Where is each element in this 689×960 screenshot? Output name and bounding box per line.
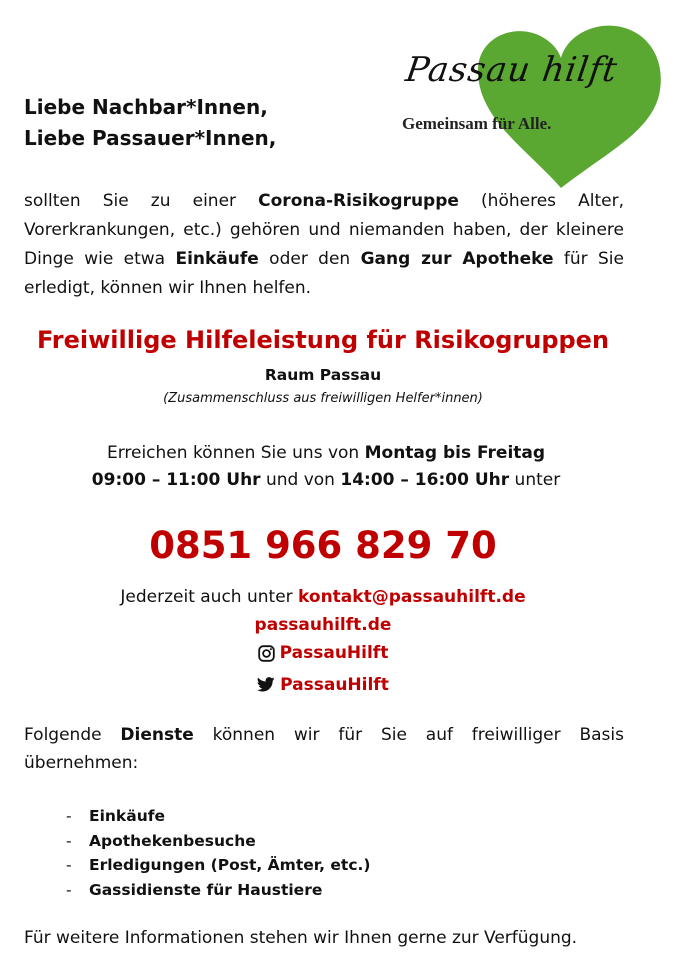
- services-intro: [24, 721, 624, 777]
- office-hours: [0, 440, 652, 494]
- services-text: können wir für Sie auf freiwilliger Basis übernehmen:: [24, 725, 624, 773]
- intro-risk-group: Corona-Risikogruppe: [258, 191, 459, 211]
- list-item: - Gassidienste für Haustiere: [66, 880, 323, 899]
- hours-days: Montag bis Freitag: [364, 443, 546, 463]
- subheading: Raum Passau: [264, 366, 382, 384]
- list-item: - Erledigungen (Post, Ämter, etc.): [66, 856, 371, 874]
- hours-morning: 09:00 – 11:00 Uhr: [91, 470, 261, 490]
- services-list: [66, 804, 370, 902]
- services-text: Folgende: [24, 725, 121, 745]
- twitter-handle: PassauHilft: [280, 674, 389, 695]
- website-link[interactable]: passauhilft.de: [254, 615, 392, 635]
- intro-text: (höheres Alter, Vorerkrankungen, etc.) gehören und niemanden haben, der kleinere Dinge wie etwa: [24, 191, 624, 269]
- heart-icon: [398, 20, 668, 195]
- service-label: Gassidienste für Haustiere: [89, 880, 323, 899]
- email-link[interactable]: kontakt@passauhilft.de: [298, 587, 526, 607]
- service-label: Apothekenbesuche: [89, 831, 256, 850]
- intro-text: sollten Sie zu einer: [24, 191, 259, 211]
- intro-pharmacy: Gang zur Apotheke: [360, 249, 554, 269]
- hours-afternoon: 14:00 – 16:00 Uhr: [340, 470, 510, 490]
- greeting: [24, 92, 276, 154]
- services-keyword: Dienste: [120, 725, 194, 745]
- twitter-icon: [257, 677, 275, 692]
- main-heading: Freiwillige Hilfeleistung für Risikogruppen: [36, 326, 610, 354]
- greeting-line-1: Liebe Nachbar*Innen,: [24, 95, 268, 119]
- instagram-link[interactable]: [258, 639, 389, 667]
- twitter-link[interactable]: [257, 671, 389, 699]
- instagram-handle: PassauHilft: [279, 643, 389, 663]
- intro-shopping: Einkäufe: [175, 249, 259, 269]
- service-label: Einkäufe: [89, 807, 165, 825]
- email-prefix: Jederzeit auch unter: [120, 587, 299, 607]
- hours-text: unter: [509, 470, 561, 490]
- hours-text: und von: [260, 470, 341, 490]
- hours-text: Erreichen können Sie uns von: [106, 443, 365, 463]
- logo-tagline: Gemeinsam für Alle.: [402, 114, 552, 133]
- footer-text: Für weitere Informationen stehen wir Ihnen gerne zur Verfügung.: [24, 928, 578, 948]
- phone-number[interactable]: 0851 966 829 70: [149, 524, 497, 567]
- list-item: - Apothekenbesuche: [66, 831, 256, 850]
- service-label: Erledigungen (Post, Ämter, etc.): [89, 856, 371, 874]
- list-item: - Einkäufe: [66, 807, 165, 825]
- logo-title: Passau hilft: [403, 50, 621, 90]
- subheading-note: (Zusammenschluss aus freiwilligen Helfer*innen): [163, 391, 483, 406]
- intro-paragraph: [24, 187, 624, 303]
- instagram-icon: [258, 645, 275, 662]
- contact-block: [0, 583, 646, 701]
- intro-text: für Sie erledigt, können wir Ihnen helfen.: [24, 249, 624, 298]
- intro-text: oder den: [258, 249, 361, 269]
- greeting-line-2: Liebe Passauer*Innen,: [24, 126, 277, 150]
- logo: [398, 20, 668, 195]
